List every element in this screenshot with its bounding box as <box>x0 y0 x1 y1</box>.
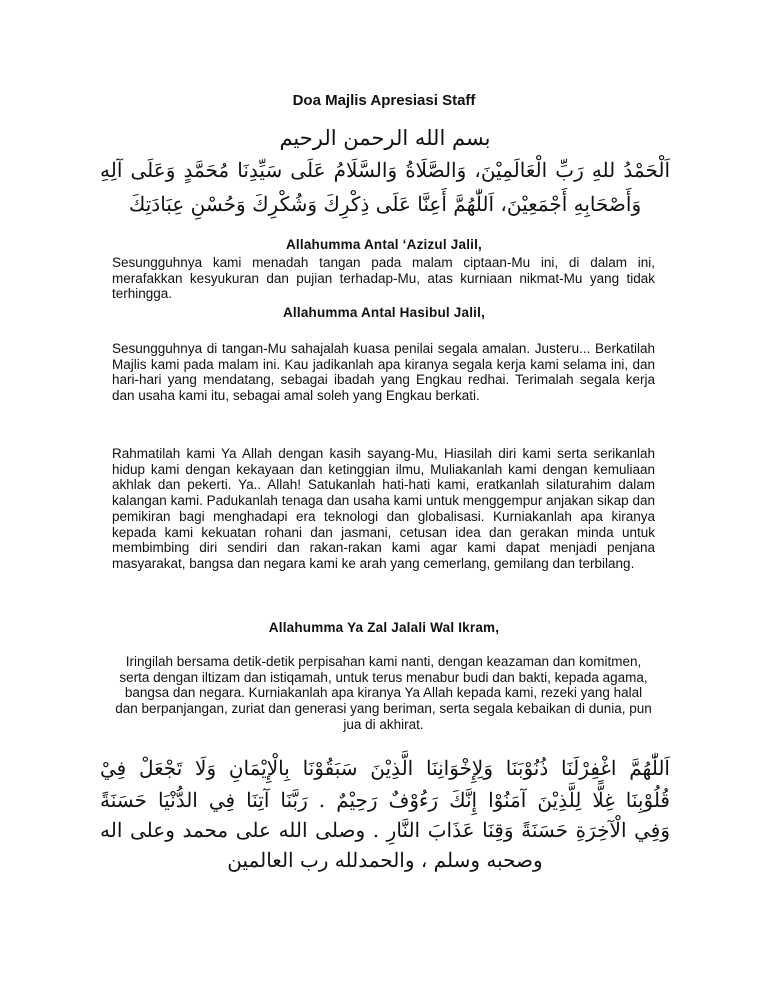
opening-arabic-line-1: اَلْحَمْدُ للهِ رَبِّ الْعَالَمِيْنَ، وَالصَّلَاةُ وَالسَّلَامُ عَلَى سَيِّدِنَا مُحَمَّدٍ وَعَلَى آلِهِ <box>100 158 670 182</box>
closing-arabic-line-3: وَفِي الْآخِرَةِ حَسَنَةً وَقِنَا عَذَابَ النَّارِ . وصلى الله على محمد وعلى اله <box>100 818 670 842</box>
section2-paragraph-2 <box>112 446 655 572</box>
section2-paragraph-2-text: Rahmatilah kami Ya Allah dengan kasih sayang-Mu, Hiasilah diri kami serta serikanlah hidup kami dengan kekayaan dan ketinggian ilmu, Muliakanlah kami dengan kemuliaan akhlak dan pekerti. Ya.. Allah! Satukanlah hati-hati kami, eratkanlah silaturahim dalam kalangan kami. Padukanlah tenaga dan usaha kami untuk menggempur anjakan sikap dan pemikiran bagi menghadapi era teknologi dan globalisasi. Kurniakanlah apa kiranya kepada kami kekuatan rohani dan jasmani, cetusan idea dan gerakan minda untuk membimbing diri sendiri dan rakan-rakan kami agar kami dapat menjadi penjana masyarakat, bangsa dan negara kami ke arah yang cemerlang, gemilang dan terbilang. <box>112 446 655 571</box>
section3-body <box>112 654 655 733</box>
section1-heading: Allahumma Antal ‘Azizul Jalil, <box>285 237 483 252</box>
section2-paragraph-1-text: Sesungguhnya di tangan-Mu sahajalah kuasa penilai segala amalan. Justeru... Berkatilah Majlis kami pada malam ini. Kau jadikanlah apa kiranya segala kerja kami selama ini, dan hari-hari yang mendatang, sebagai ibadah yang Engkau redhai. Terimalah segala kerja dan usaha kami itu, sebagai amal soleh yang Engkau berkati. <box>112 341 655 404</box>
document-title: Doa Majlis Apresiasi Staff <box>292 92 476 109</box>
basmalah: بسم الله الرحمن الرحيم <box>279 126 491 150</box>
closing-arabic-line-4: وصحبه وسلم ، والحمدلله رب العالمين <box>227 848 543 872</box>
section1-body <box>112 255 655 302</box>
section3-paragraph: Iringilah bersama detik-detik perpisahan kami nanti, dengan keazaman dan komitmen, serta dengan iltizam dan istiqamah, untuk terus menabur budi dan bakti, kepada agama, bangsa dan negara. Kurniakanlah apa kiranya Ya Allah kepada kami, rezeki yang halal dan berpanjangan, zuriat dan generasi yang beriman, serta segala kebaikan di dunia, pun jua di akhirat. <box>115 654 652 732</box>
closing-arabic-line-2: قُلُوْبِنَا غِلًّا لِلَّذِيْنَ آمَنُوْا إِنَّكَ رَءُوْفٌ رَحِيْمٌ . رَبَّنَا آتِنَا فِي الدُّنْيَا حَسَنَةً <box>100 788 670 812</box>
section1-paragraph: Sesungguhnya kami menadah tangan pada malam ciptaan-Mu ini, di dalam ini, merafakkan kesyukuran dan pujian terhadap-Mu, atas kurniaan nikmat-Mu yang tidak terhingga. <box>112 255 655 302</box>
section2-paragraph-1 <box>112 341 655 404</box>
section2-heading: Allahumma Antal Hasibul Jalil, <box>282 305 486 320</box>
closing-arabic-line-1: اَللّٰهُمَّ اغْفِرْلَنَا ذُنُوْبَنَا وَلِإِخْوَانِنَا الَّذِيْنَ سَبَقُوْنَا بِالْإِيْمَانِ وَلَا تَجْعَلْ فِيْ <box>100 756 670 780</box>
opening-arabic-line-2: وَأَصْحَابِهِ أَجْمَعِيْنَ، اَللّٰهُمَّ أَعِنَّا عَلَى ذِكْرِكَ وَشُكْرِكَ وَحُسْنِ عِبَادَتِكَ <box>128 192 642 216</box>
section3-heading: Allahumma Ya Zal Jalali Wal Ikram, <box>268 620 500 635</box>
